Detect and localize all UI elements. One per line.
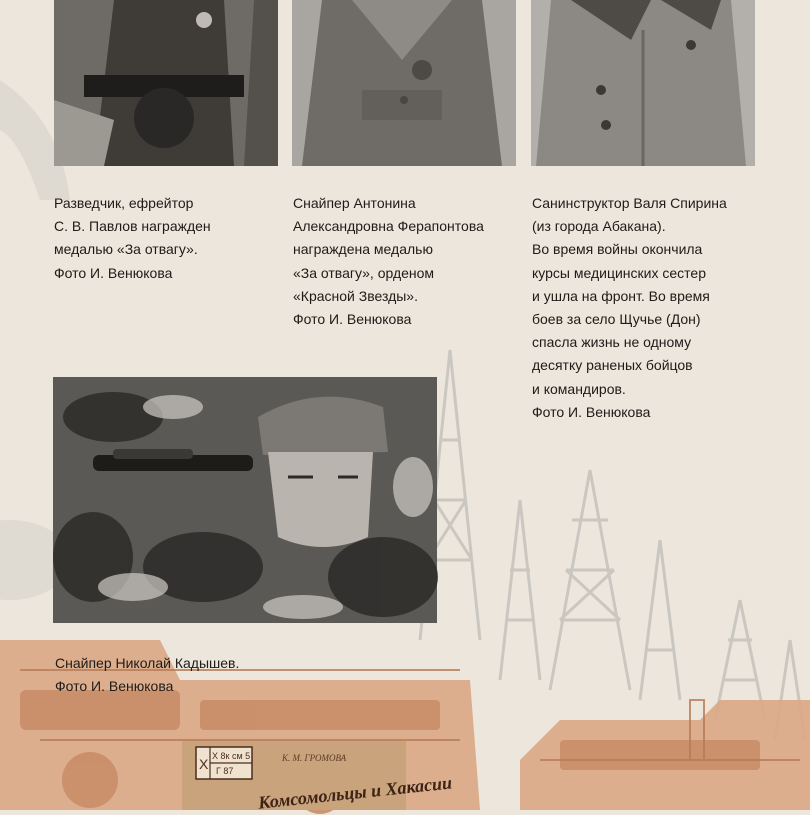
caption-line: десятку раненых бойцов (532, 357, 693, 374)
caption-line: награждена медалью (293, 241, 433, 258)
svg-text:Х: Х (199, 756, 209, 772)
caption-line: Разведчик, ефрейтор (54, 195, 194, 211)
caption-line: и командиров. (532, 380, 626, 397)
caption-line: спасла жизнь не одному (532, 334, 692, 351)
caption-line: Снайпер Антонина (293, 195, 416, 211)
caption-line: Санинструктор Валя Спирина (532, 195, 727, 211)
caption-line: Снайпер Николай Кадышев. (55, 655, 240, 671)
photo-scout-pavlov (54, 0, 278, 166)
caption-line: С. В. Павлов награжден (54, 218, 211, 235)
caption-scout-pavlov (54, 192, 211, 285)
caption-line: курсы медицинских сестер (532, 264, 706, 281)
caption-line: боев за село Щучье (Дон) (532, 311, 701, 328)
photo-sniper-ferapontova (292, 0, 516, 166)
caption-line: и ушла на фронт. Во время (532, 287, 710, 304)
book-cover (182, 741, 453, 813)
book-author: К. М. ГРОМОВА (282, 753, 347, 763)
book-title: Комсомольцы и Хакасии (257, 772, 453, 813)
book-stamp-line1: Х 8к см 5 (212, 751, 251, 761)
caption-line: (из города Абакана). (532, 218, 666, 235)
caption-line: «Красной Звезды». (293, 287, 418, 304)
caption-line: «За отвагу», орденом (293, 264, 435, 281)
photo-medic-spirina (531, 0, 755, 166)
caption-line: Фото И. Венюкова (55, 678, 174, 695)
caption-sniper-ferapontova (293, 192, 484, 331)
book-stamp-line2: Г 87 (216, 766, 234, 776)
caption-medic-spirina (532, 192, 727, 424)
photo-sniper-kadyshev (53, 377, 437, 623)
caption-line: медалью «За отвагу». (54, 241, 198, 258)
caption-line: Фото И. Венюкова (293, 311, 412, 328)
caption-sniper-kadyshev (55, 652, 239, 698)
caption-line: Фото И. Венюкова (54, 264, 173, 281)
caption-line: Во время войны окончила (532, 241, 703, 258)
caption-line: Фото И. Венюкова (532, 403, 651, 420)
caption-line: Александровна Ферапонтова (293, 218, 484, 235)
book-cover-art (182, 741, 453, 813)
